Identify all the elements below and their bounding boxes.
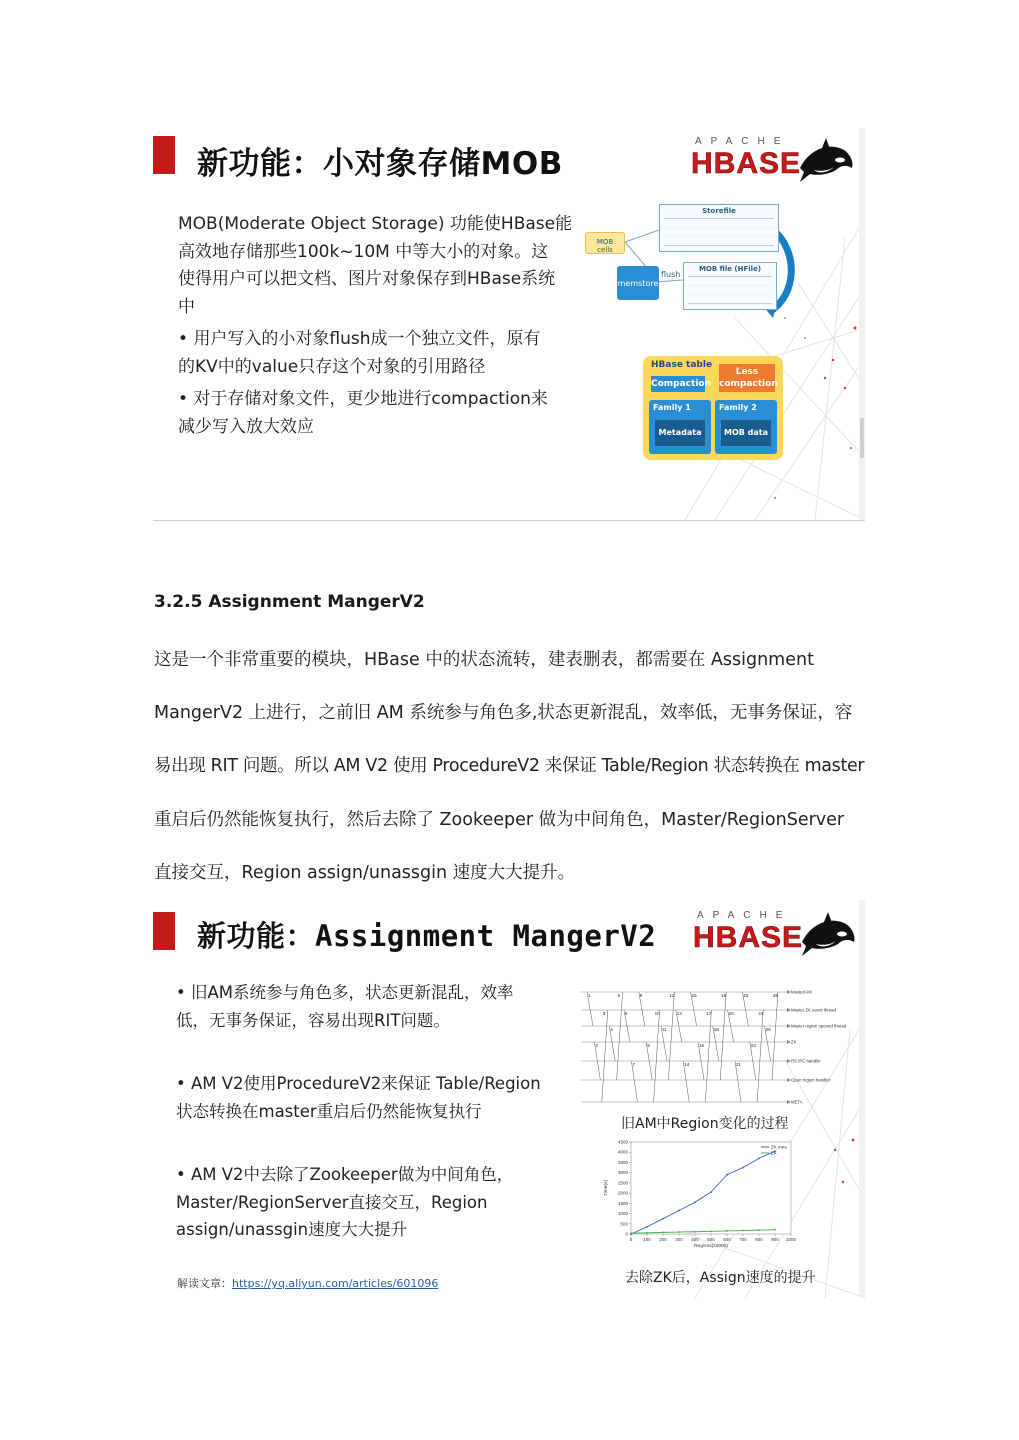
step-number: 12 — [669, 993, 675, 998]
sequence-arrow — [668, 992, 674, 1080]
less-compaction-box: Less compaction — [719, 364, 775, 392]
step-number: 8 — [639, 993, 643, 998]
step-number: 25 — [765, 1027, 771, 1032]
bullet-line: Master/RegionServer直接交互，Region — [176, 1192, 488, 1212]
data-point — [726, 1230, 728, 1232]
hbase-logo — [693, 908, 858, 958]
bullet-line: 的KV中的value只存这个对象的引用路径 — [178, 356, 486, 377]
family2-label: Family 2 — [719, 403, 757, 412]
logo-apache-text: APACHE — [695, 136, 790, 147]
step-number: 4 — [610, 1027, 613, 1032]
data-point — [662, 1218, 664, 1220]
old-am-sequence-diagram — [581, 982, 847, 1108]
storefile-title: Storefile — [702, 207, 736, 215]
data-point — [678, 1210, 680, 1212]
data-point — [646, 1226, 648, 1228]
y-tick-label: 4500 — [617, 1139, 628, 1145]
lane-label: Open region handler — [791, 1077, 831, 1083]
compaction-box: Compaction — [651, 376, 705, 392]
mob-data-box: MOB data — [721, 420, 771, 446]
x-tick-label: 500 — [707, 1237, 715, 1242]
step-number: 6 — [625, 1011, 628, 1016]
article-link-label: 解读文章： — [177, 1277, 232, 1290]
step-number: 15 — [691, 993, 697, 998]
paragraph-line: 这是一个非常重要的模块，HBase 中的状态流转，建表删表，都需要在 Assignment — [154, 650, 814, 670]
logo-apache-text: APACHE — [697, 910, 792, 921]
step-number: 13 — [676, 1011, 682, 1016]
flush-label: flush — [661, 270, 681, 279]
step-number: 3 — [602, 1011, 606, 1016]
bullet-line: 低，无事务保证，容易出现RIT问题。 — [176, 1010, 450, 1030]
data-point — [662, 1231, 664, 1233]
hbase-table-label: HBase table — [651, 360, 713, 370]
lane-label: META — [791, 1099, 803, 1105]
x-tick-label: 400 — [691, 1237, 699, 1242]
step-number: 17 — [706, 1011, 712, 1016]
after-zk-caption: 去除ZK后，Assign速度的提升 — [625, 1270, 816, 1286]
lane-label: ZK — [791, 1039, 797, 1045]
bullet-line: 状态转换在master重启后仍然能恢复执行 — [176, 1101, 482, 1121]
article-link-line — [177, 1275, 438, 1291]
lane-label: Master region opened thread — [791, 1023, 847, 1029]
data-point — [742, 1167, 744, 1169]
orca-icon — [798, 912, 858, 958]
step-number: 10 — [654, 1011, 660, 1016]
step-number: 22 — [743, 993, 749, 998]
lane-label: Master ZK event thread — [791, 1007, 836, 1013]
sequence-arrow — [654, 1010, 660, 1102]
x-tick-label: 900 — [771, 1237, 779, 1242]
sequence-arrow — [617, 992, 623, 1080]
bullet-line: • 旧AM系统参与角色多，状态更新混乱，效率 — [176, 979, 576, 1007]
slide-title: 新功能：小对象存储MOB — [197, 146, 563, 182]
slide-mob — [153, 128, 865, 521]
bullet-line: • 用户写入的小对象flush成一个独立文件，原有 — [178, 326, 573, 354]
data-point — [630, 1232, 632, 1234]
sequence-arrow — [735, 1061, 741, 1102]
step-number: 2 — [595, 1043, 598, 1048]
legend-label: ZK mea — [771, 1144, 787, 1150]
memstore-box — [617, 266, 659, 300]
step-number: 11 — [662, 1027, 667, 1032]
data-point — [710, 1230, 712, 1232]
step-number: 7 — [632, 1062, 635, 1067]
mob-flow-diagram — [583, 200, 803, 330]
step-number: 20 — [728, 1011, 734, 1016]
data-point — [694, 1231, 696, 1233]
mob-cells-box — [585, 232, 625, 254]
step-number: 23 — [750, 1043, 756, 1048]
mob-description — [178, 211, 573, 441]
step-number: 9 — [647, 1043, 650, 1048]
text-line: 高效地存储那些100k~10M 中等大小的对象。这 — [178, 241, 549, 262]
bullet-line: • AM V2中去除了Zookeeper做为中间角色， — [176, 1161, 576, 1189]
y-tick-label: 2500 — [617, 1180, 628, 1186]
bullet-line: • AM V2使用ProcedureV2来保证 Table/Region — [176, 1070, 576, 1098]
x-tick-label: 200 — [659, 1237, 667, 1242]
title-accent-bar — [153, 136, 175, 174]
x-tick-label: 800 — [755, 1237, 763, 1242]
sequence-arrow — [631, 1061, 637, 1102]
hbase-logo — [691, 134, 856, 184]
x-tick-label: 700 — [739, 1237, 747, 1242]
y-axis-label: Time(s) — [604, 1179, 609, 1197]
sequence-arrow — [602, 1010, 608, 1102]
x-tick-label: 1000 — [785, 1237, 797, 1242]
slide-title: 新功能：Assignment MangerV2 — [197, 919, 657, 953]
orca-icon — [796, 138, 856, 184]
paragraph-line: 重启后仍然能恢复执行，然后去除了 Zookeeper 做为中间角色，Master/RegionServer — [154, 810, 845, 830]
family1-label: Family 1 — [653, 403, 691, 412]
step-number: 16 — [699, 1043, 705, 1048]
data-point — [678, 1231, 680, 1233]
data-point — [694, 1201, 696, 1203]
mob-file-title: MOB file (HFile) — [698, 265, 762, 273]
logo-hbase-text: HBASE — [691, 147, 802, 180]
slide-amv2 — [153, 900, 865, 1298]
mob-file-box — [683, 262, 777, 310]
y-tick-label: 3000 — [617, 1170, 628, 1176]
article-link[interactable]: https://yq.aliyun.com/articles/601096 — [232, 1277, 439, 1290]
data-point — [710, 1191, 712, 1193]
legend-label: ZK — [771, 1150, 777, 1156]
family1-box — [649, 400, 711, 454]
text-line: MOB(Moderate Object Storage) 功能使HBase能 — [178, 214, 573, 234]
hbase-table-panel — [643, 356, 783, 460]
bullet-line: assign/unassgin速度大大提升 — [176, 1220, 408, 1239]
lane-label: Master/AM — [791, 989, 812, 995]
plot-area — [631, 1142, 791, 1234]
sequence-arrow — [683, 1061, 689, 1102]
step-number: 21 — [736, 1062, 742, 1067]
section-heading: 3.2.5 Assignment MangerV2 — [154, 592, 425, 612]
family2-box — [715, 400, 777, 454]
step-number: 1 — [588, 993, 591, 998]
y-tick-label: 4000 — [617, 1149, 628, 1155]
y-tick-label: 2000 — [617, 1190, 628, 1196]
sequence-arrow — [757, 1010, 763, 1102]
y-tick-label: 0 — [625, 1231, 628, 1237]
paragraph-line: MangerV2 上进行，之前旧 AM 系统参与角色多,状态更新混乱，效率低，无事务保证，容 — [154, 703, 853, 723]
bullet-line: 减少写入放大效应 — [178, 416, 314, 437]
paragraph-line: 易出现 RIT 问题。所以 AM V2 使用 ProcedureV2 来保证 Table/Region 状态转换在 master — [154, 756, 865, 776]
storefile-box — [659, 204, 779, 252]
step-number: 5 — [617, 993, 621, 998]
x-tick-label: 0 — [629, 1237, 633, 1242]
data-point — [774, 1229, 776, 1231]
lane-label: RS IPC handler — [791, 1058, 821, 1064]
step-number: 24 — [758, 1011, 764, 1016]
y-tick-label: 3500 — [617, 1159, 628, 1165]
data-point — [758, 1229, 760, 1231]
logo-hbase-text: HBASE — [693, 921, 804, 954]
step-number: 19 — [721, 993, 727, 998]
x-axis-label: Regions(x1000) — [694, 1244, 728, 1249]
paragraph-line: 直接交互，Region assign/unassgin 速度大大提升。 — [154, 863, 576, 883]
title-accent-bar — [153, 912, 175, 950]
data-point — [646, 1232, 648, 1234]
old-am-caption: 旧AM中Region变化的过程 — [621, 1116, 789, 1132]
data-point — [726, 1174, 728, 1176]
step-number: 14 — [684, 1062, 690, 1067]
data-point — [742, 1230, 744, 1232]
assign-speed-chart — [601, 1136, 801, 1256]
memstore-label: memstore — [617, 279, 659, 288]
step-number: 18 — [713, 1027, 719, 1032]
metadata-box: Metadata — [655, 420, 705, 446]
text-line: 中 — [178, 296, 195, 317]
y-tick-label: 500 — [620, 1221, 628, 1227]
x-tick-label: 100 — [643, 1237, 651, 1242]
sequence-arrow — [720, 992, 726, 1080]
bullet-line: • 对于存储对象文件，更少地进行compaction来 — [178, 386, 573, 414]
sequence-arrow — [772, 992, 778, 1080]
x-tick-label: 600 — [723, 1237, 731, 1242]
mob-cells-label: MOB cells — [596, 238, 614, 254]
text-line: 使得用户可以把文档、图片对象保存到HBase系统 — [178, 269, 556, 289]
x-tick-label: 300 — [675, 1237, 683, 1242]
y-tick-label: 1500 — [617, 1200, 628, 1206]
data-point — [758, 1157, 760, 1159]
sequence-arrow — [705, 1010, 711, 1102]
step-number: 26 — [773, 993, 779, 998]
y-tick-label: 1000 — [617, 1211, 628, 1217]
amv2-bullets — [176, 979, 576, 1244]
